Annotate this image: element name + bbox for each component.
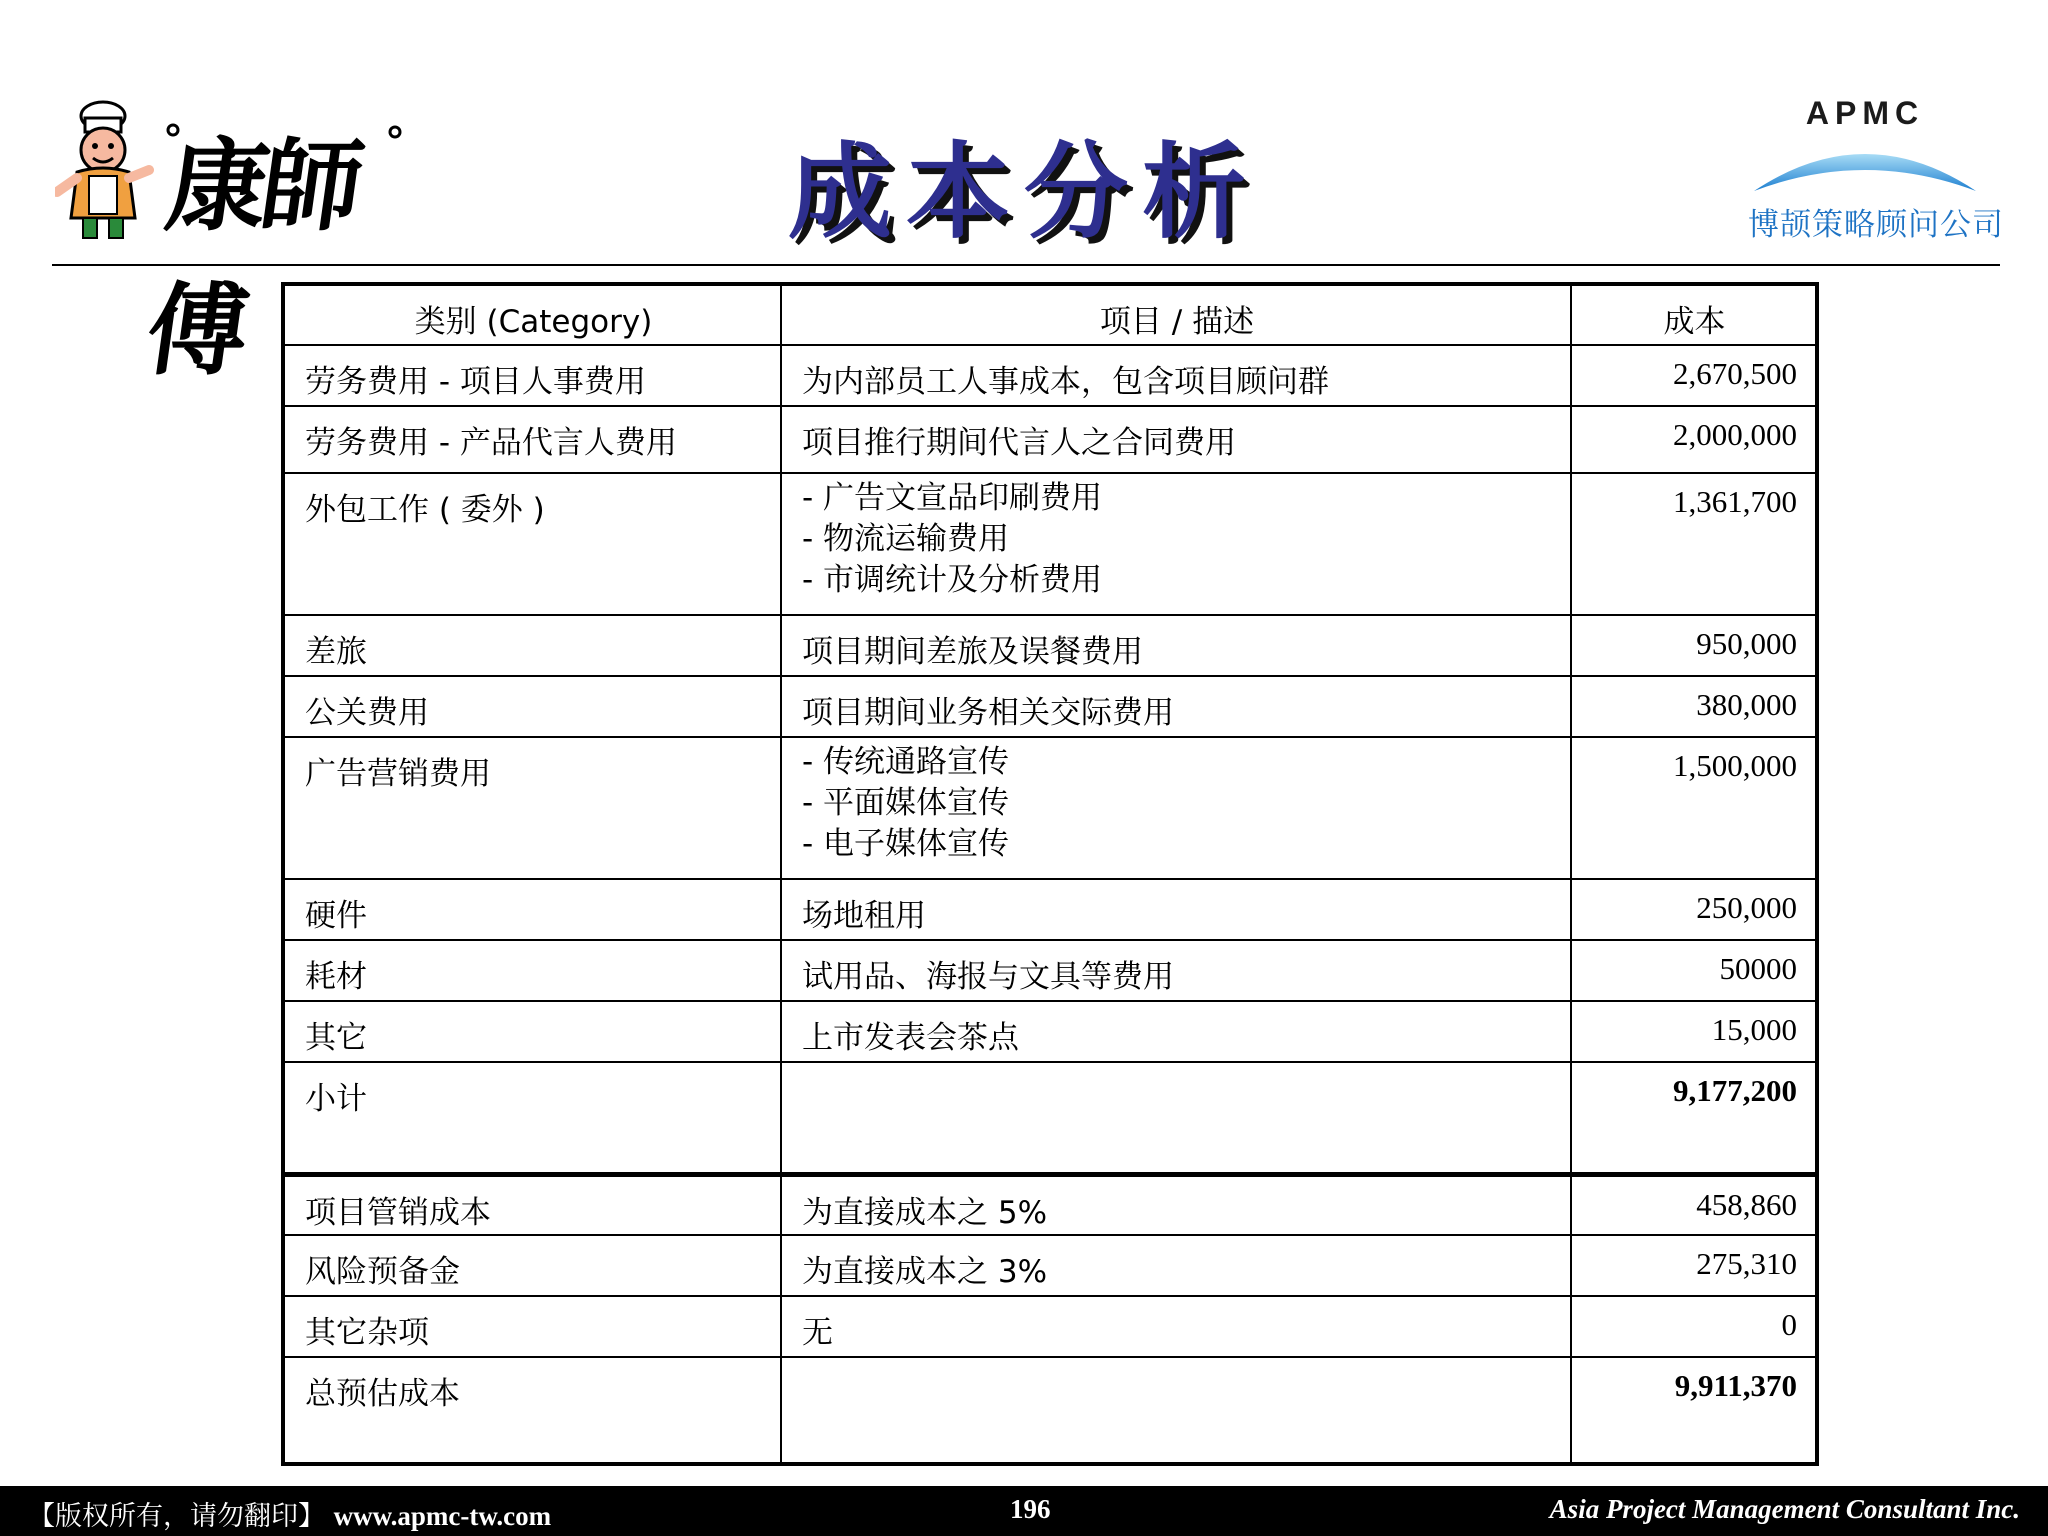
row-category: 项目管销成本 bbox=[283, 1174, 781, 1235]
row-cost: 458,860 bbox=[1571, 1174, 1817, 1235]
header-description-label: 项目 / 描述 bbox=[1099, 303, 1255, 340]
subtotal-row bbox=[283, 1062, 1817, 1174]
row-description bbox=[781, 1062, 1571, 1174]
table-row bbox=[283, 1174, 1817, 1235]
row-category: 劳务费用 - 产品代言人费用 bbox=[283, 406, 781, 473]
row-category: 其它 bbox=[283, 1001, 781, 1062]
row-description bbox=[781, 473, 1571, 615]
header-description bbox=[781, 284, 1571, 345]
table-row bbox=[283, 1235, 1817, 1296]
row-description: 试用品、海报与文具等费用 bbox=[781, 940, 1571, 1001]
header-cost-label: 成本 bbox=[1663, 303, 1726, 340]
row-category: 硬件 bbox=[283, 879, 781, 940]
cost-table-container bbox=[281, 282, 1815, 1466]
row-cost: 1,361,700 bbox=[1571, 473, 1817, 615]
header-divider bbox=[52, 264, 2000, 266]
apmc-logo bbox=[1720, 95, 2020, 245]
footer-company: Asia Project Management Consultant Inc. bbox=[1549, 1494, 2020, 1524]
list-item: - 电子媒体宣传 bbox=[802, 824, 1552, 865]
apmc-arc-icon bbox=[1750, 127, 1980, 197]
row-category: 劳务费用 - 项目人事费用 bbox=[283, 345, 781, 406]
row-category: 小计 bbox=[283, 1062, 781, 1174]
row-description: 场地租用 bbox=[781, 879, 1571, 940]
row-cost: 2,000,000 bbox=[1571, 406, 1817, 473]
list-item: - 市调统计及分析费用 bbox=[802, 560, 1552, 601]
footer-left bbox=[28, 1494, 551, 1533]
row-description: 无 bbox=[781, 1296, 1571, 1357]
row-category: 公关费用 bbox=[283, 676, 781, 737]
list-item: - 广告文宣品印刷费用 bbox=[802, 478, 1552, 519]
row-description bbox=[781, 1174, 1571, 1235]
row-cost: 50000 bbox=[1571, 940, 1817, 1001]
brand-lettering: 康師傅 bbox=[139, 127, 365, 389]
row-category: 外包工作 ( 委外 ) bbox=[283, 473, 781, 615]
table-row bbox=[283, 940, 1817, 1001]
list-item: - 物流运输费用 bbox=[802, 519, 1552, 560]
row-cost: 2,670,500 bbox=[1571, 345, 1817, 406]
footer-url-link[interactable]: www.apmc-tw.com bbox=[333, 1501, 552, 1531]
total-row bbox=[283, 1357, 1817, 1464]
row-description bbox=[781, 1357, 1571, 1464]
table-row bbox=[283, 1296, 1817, 1357]
total-cost: 9,911,370 bbox=[1571, 1357, 1817, 1464]
row-category: 广告营销费用 bbox=[283, 737, 781, 879]
apmc-wordmark: APMC bbox=[1805, 95, 1925, 131]
header-category-label: 类别 (Category) bbox=[414, 303, 653, 340]
page-title: 成本分析 bbox=[787, 131, 1260, 253]
footer-page-number: 196 bbox=[1010, 1494, 1051, 1524]
row-category: 其它杂项 bbox=[283, 1296, 781, 1357]
row-description: 上市发表会茶点 bbox=[781, 1001, 1571, 1062]
row-description: 项目期间差旅及误餐费用 bbox=[781, 615, 1571, 676]
row-cost: 950,000 bbox=[1571, 615, 1817, 676]
header-cost bbox=[1571, 284, 1817, 345]
table-body bbox=[283, 345, 1817, 1464]
row-cost: 1,500,000 bbox=[1571, 737, 1817, 879]
row-category: 风险预备金 bbox=[283, 1235, 781, 1296]
row-cost: 275,310 bbox=[1571, 1235, 1817, 1296]
row-cost: 0 bbox=[1571, 1296, 1817, 1357]
description-list bbox=[802, 478, 1552, 601]
row-category: 耗材 bbox=[283, 940, 781, 1001]
table-header-row bbox=[283, 284, 1817, 345]
list-item: - 传统通路宣传 bbox=[802, 742, 1552, 783]
footer-bar bbox=[0, 1486, 2048, 1536]
row-category: 总预估成本 bbox=[283, 1357, 781, 1464]
table-row bbox=[283, 345, 1817, 406]
row-description bbox=[781, 737, 1571, 879]
table-row bbox=[283, 473, 1817, 615]
table-row bbox=[283, 879, 1817, 940]
row-description: 项目期间业务相关交际费用 bbox=[781, 676, 1571, 737]
apmc-company-name: 博颉策略顾问公司 bbox=[1748, 207, 2004, 243]
row-description-text: 为直接成本之 5% bbox=[802, 1194, 1048, 1231]
table-row bbox=[283, 676, 1817, 737]
subtotal-cost: 9,177,200 bbox=[1571, 1062, 1817, 1174]
table-row bbox=[283, 615, 1817, 676]
row-category: 差旅 bbox=[283, 615, 781, 676]
table-row bbox=[283, 737, 1817, 879]
row-description bbox=[781, 1235, 1571, 1296]
description-list bbox=[802, 742, 1552, 865]
header-category bbox=[283, 284, 781, 345]
row-cost: 380,000 bbox=[1571, 676, 1817, 737]
row-description: 项目推行期间代言人之合同费用 bbox=[781, 406, 1571, 473]
row-cost: 15,000 bbox=[1571, 1001, 1817, 1062]
cost-table bbox=[281, 282, 1819, 1466]
table-row bbox=[283, 1001, 1817, 1062]
row-description: 为内部员工人事成本，包含项目顾问群 bbox=[781, 345, 1571, 406]
row-description-text: 为直接成本之 3% bbox=[802, 1254, 1048, 1290]
footer-copyright: 【版权所有，请勿翻印】 bbox=[28, 1501, 325, 1532]
row-cost: 250,000 bbox=[1571, 879, 1817, 940]
list-item: - 平面媒体宣传 bbox=[802, 783, 1552, 824]
table-row bbox=[283, 406, 1817, 473]
